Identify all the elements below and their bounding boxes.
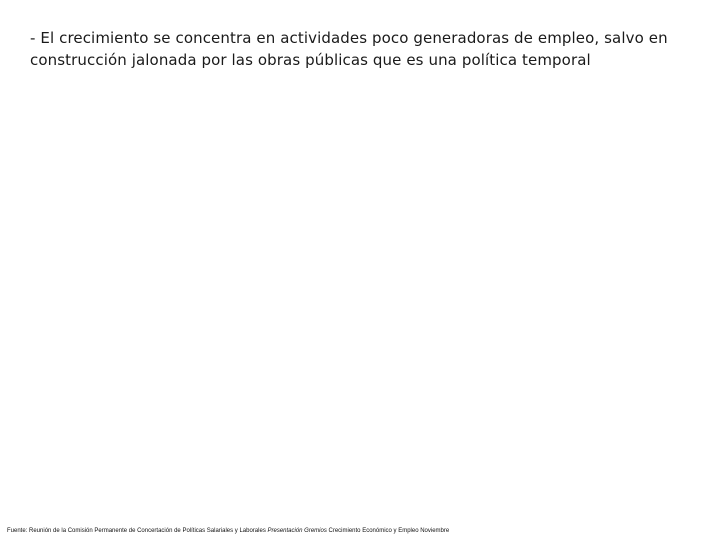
slide-headline: - El crecimiento se concentra en actividades poco generadoras de empleo, salvo en construcción jalonada por las obras públicas que es una política temporal [30,29,668,69]
chart-placeholder [30,80,690,520]
source-footnote [7,527,707,535]
source-italic: Presentación Gremios [267,528,327,534]
source-suffix: Crecimiento Económico y Empleo Noviembre [326,528,450,534]
source-prefix: Fuente: Reunión de la Comisión Permanente de Concertación de Políticas Salariales y Laborales [7,528,268,534]
